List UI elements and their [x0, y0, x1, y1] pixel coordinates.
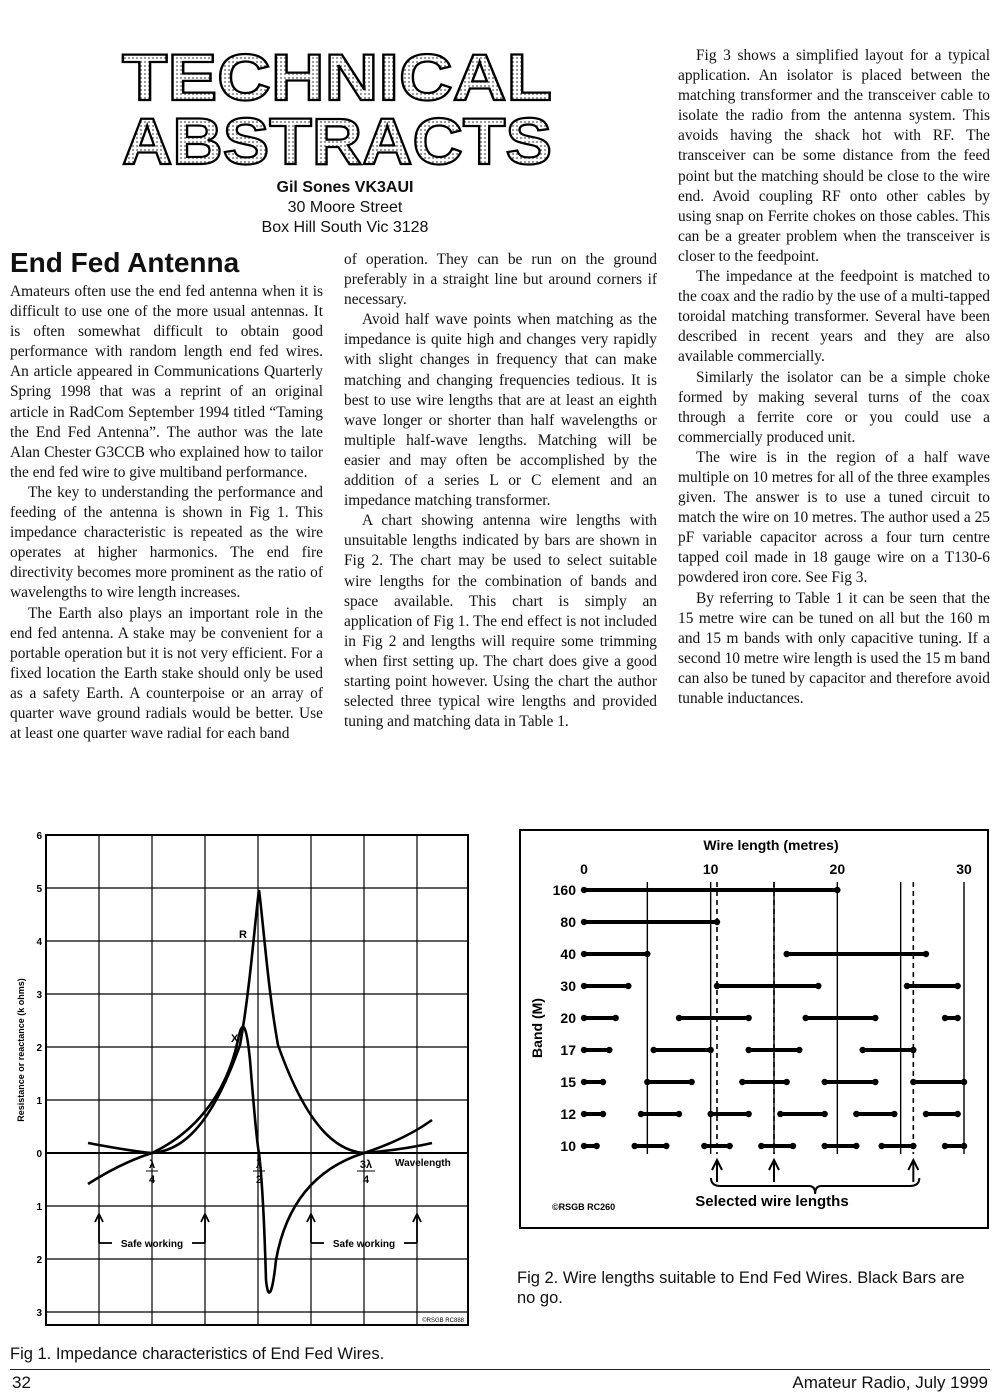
- y-tick: 3: [36, 990, 42, 1001]
- bar-end: [676, 1111, 682, 1117]
- x-tick-label: 0: [580, 861, 588, 877]
- bar-end: [631, 1143, 637, 1149]
- fig2-xlabel: Wire length (metres): [703, 837, 839, 853]
- publication-info: Amateur Radio, July 1999: [792, 1373, 988, 1392]
- bar-end: [581, 1143, 587, 1149]
- bar-end: [923, 951, 929, 957]
- bar-end: [688, 1079, 694, 1085]
- bar-end: [821, 1111, 827, 1117]
- half-wave-num: λ: [255, 1159, 263, 1171]
- bar-end: [954, 1015, 960, 1021]
- bar-end: [878, 1143, 884, 1149]
- x-tick-label: 30: [956, 861, 972, 877]
- bar-end: [581, 951, 587, 957]
- bar-end: [942, 1143, 948, 1149]
- paragraph: The Earth also plays an important role in the end fed antenna. A stake may be convenient for a portable operation but it is not very efficient. For a fixed location the Earth stake should only be used as a safety Earth. A counterpoise or an array of quarter wave ground radials would be better. Use at least one quarter wave radial for each band: [10, 604, 323, 743]
- figure-2: [518, 828, 990, 1230]
- bar-end: [745, 1015, 751, 1021]
- bar-end: [606, 1047, 612, 1053]
- paragraph: Similarly the isolator can be a simple choke formed by making several turns of the coax through a ferrite core or you could use a commercially produced unit.: [678, 368, 990, 446]
- bar-end: [612, 1015, 618, 1021]
- bar-end: [638, 1111, 644, 1117]
- bar-end: [758, 1143, 764, 1149]
- fig2-ylabel: Band (M): [529, 998, 545, 1058]
- bar-end: [676, 1015, 682, 1021]
- bar-end: [961, 1143, 967, 1149]
- figure-1-caption: Fig 1. Impedance characteristics of End Fed Wires.: [10, 1345, 385, 1363]
- impedance-chart: [10, 830, 480, 1335]
- y-tick: 1: [36, 1202, 42, 1213]
- article-column-1: [10, 282, 323, 744]
- figure-2-caption: Fig 2. Wire lengths suitable to End Fed Wires. Black Bars are no go.: [517, 1269, 965, 1307]
- page-number: 32: [12, 1373, 31, 1392]
- bar-end: [663, 1143, 669, 1149]
- bar-end: [600, 1111, 606, 1117]
- y-tick: 1: [36, 1096, 42, 1107]
- band-label: 80: [560, 914, 576, 930]
- bar-end: [581, 919, 587, 925]
- band-label: 20: [560, 1010, 576, 1026]
- bar-end: [650, 1047, 656, 1053]
- bar-end: [859, 1047, 865, 1053]
- bar-end: [954, 1111, 960, 1117]
- bar-end: [707, 1111, 713, 1117]
- article-column-3: [678, 46, 990, 709]
- bar-end: [581, 1079, 587, 1085]
- author-street: 30 Moore Street: [287, 199, 403, 216]
- bar-end: [853, 1111, 859, 1117]
- bar-end: [593, 1143, 599, 1149]
- bar-end: [644, 951, 650, 957]
- three-quarter-wave-den: 4: [362, 1174, 370, 1186]
- bar-end: [853, 1143, 859, 1149]
- bar-end: [910, 1079, 916, 1085]
- bar-end: [790, 1143, 796, 1149]
- bar-end: [821, 1143, 827, 1149]
- bar-end: [644, 1079, 650, 1085]
- y-tick: 6: [36, 831, 42, 842]
- bar-end: [600, 1079, 606, 1085]
- band-label: 10: [560, 1138, 576, 1154]
- bar-end: [701, 1143, 707, 1149]
- band-label: 17: [560, 1042, 576, 1058]
- article-column-2: [344, 250, 657, 732]
- band-label: 40: [560, 946, 576, 962]
- bar-end: [821, 1079, 827, 1085]
- y-tick: 4: [36, 937, 42, 948]
- bar-end: [581, 1047, 587, 1053]
- bar-end: [910, 1047, 916, 1053]
- bar-end: [802, 1015, 808, 1021]
- y-tick: 5: [36, 884, 42, 895]
- fig2-credit: ©RSGB RC260: [552, 1202, 616, 1212]
- x-curve-label: X: [231, 1033, 239, 1045]
- paragraph: The key to understanding the performance and feeding of the antenna is shown in Fig 1. This impedance characteristic is repeated as the wire operates at higher harmonics. The end fire directivity becomes more prominent as the ratio of wavelengths to wire length increases.: [10, 483, 323, 602]
- bar-end: [783, 951, 789, 957]
- paragraph: of operation. They can be run on the ground preferably in a straight line but around corners if necessary.: [344, 251, 657, 309]
- y-tick: 0: [36, 1149, 42, 1160]
- figure-1: [10, 830, 480, 1335]
- half-wave-den: 2: [255, 1174, 263, 1186]
- bar-end: [581, 1015, 587, 1021]
- bar-end: [923, 1111, 929, 1117]
- bar-end: [783, 1079, 789, 1085]
- footer-rule: [10, 1369, 990, 1370]
- bar-end: [796, 1047, 802, 1053]
- paragraph: The wire is in the region of a half wave multiple on 10 metres for all of the three examples given. The answer is to use a tuned circuit to match the wire on 10 metres. The author used a 25 pF variable capacitor across a four turn centre tapped coil made in 18 gauge wire on a T130-6 powdered iron core. See Fig 3.: [678, 448, 990, 587]
- bar-end: [739, 1079, 745, 1085]
- author-city: Box Hill South Vic 3128: [261, 219, 429, 236]
- bar-end: [714, 983, 720, 989]
- fig1-credit: ©RSGB RC888: [422, 1318, 464, 1324]
- bar-end: [625, 983, 631, 989]
- bar-end: [714, 919, 720, 925]
- paragraph: Fig 3 shows a simplified layout for a typical application. An isolator is placed between the matching transformer and the transceiver cable to isolate the radio from the antenna system. This avoids having the shack hot with RF. The transceiver can be some distance from the feed point but the matching should be close to the wire end. Avoid coupling RF onto other cables by using snap on Ferrite chokes on those cables. This can be a greater problem when the transceiver is closer to the feedpoint.: [678, 47, 990, 265]
- author-block: [200, 178, 490, 238]
- band-label: 30: [560, 978, 576, 994]
- x-tick-label: 20: [829, 861, 846, 877]
- article-title: End Fed Antenna: [10, 247, 240, 278]
- bar-end: [872, 1079, 878, 1085]
- paragraph: A chart showing antenna wire lengths with unsuitable lengths indicated by bars are shown in Fig 2. The chart may be used to select suitable wire lengths for the combination of bands and space available. This chart is simply an application of Fig 1. The end effect is not included in Fig 2 and lengths will require some trimming when first setting up. The chart does give a good starting point however. Using the chart the author selected three typical wire lengths and provided tuning and matching data in Table 1.: [344, 512, 657, 731]
- y-tick: 3: [36, 1308, 42, 1319]
- bar-end: [581, 983, 587, 989]
- safe-working-label-2: Safe working: [332, 1239, 396, 1250]
- band-label: 160: [552, 882, 576, 898]
- safe-working-label-1: Safe working: [120, 1239, 184, 1250]
- paragraph: Amateurs often use the end fed antenna when it is difficult to use one of the more usual antennas. It is often somewhat difficult to obtain good performance with random length end fed wires. An article appeared in Communications Quarterly Spring 1998 that was a reprint of an original article in RadCom September 1994 titled “Taming the End Fed Antenna”. The author was the late Alan Chester G3CCB who explained how to tailor the end fed wire to give multiband performance.: [10, 283, 323, 481]
- bar-end: [745, 1047, 751, 1053]
- bar-end: [961, 1079, 967, 1085]
- author-name: Gil Sones VK3AUI: [276, 179, 414, 196]
- three-quarter-wave-num: 3λ: [359, 1159, 373, 1171]
- fig1-ylabel: Resistance or reactance (k ohms): [16, 978, 26, 1122]
- band-label: 15: [560, 1074, 576, 1090]
- bar-end: [707, 1047, 713, 1053]
- masthead-logo: [115, 40, 560, 170]
- paragraph: The impedance at the feedpoint is matched to the coax and the radio by the use of a multi-tapped toroidal matching transformer. Several have been described in recent years and they are also available commercially.: [678, 268, 990, 366]
- bar-end: [872, 1015, 878, 1021]
- bar-end: [726, 1143, 732, 1149]
- masthead-line2: ABSTRACTS: [122, 104, 552, 170]
- wire-length-chart: [518, 828, 990, 1230]
- bar-end: [942, 1015, 948, 1021]
- quarter-wave-den: 4: [148, 1174, 156, 1186]
- paragraph: By referring to Table 1 it can be seen that the 15 metre wire can be tuned on all but the 160 m and 15 m bands with only capacitive tuning. If a second 10 metre wire length is used the 15 m band can also be tuned by capacitor and therefore avoid tunable inductances.: [678, 589, 991, 707]
- bar-end: [745, 1111, 751, 1117]
- bar-end: [954, 983, 960, 989]
- bar-end: [904, 983, 910, 989]
- masthead-line1: TECHNICAL: [122, 40, 552, 114]
- bar-end: [777, 1111, 783, 1117]
- bar-end: [834, 887, 840, 893]
- paragraph: Avoid half wave points when matching as the impedance is quite high and changes very rapidly with slight changes in frequency that can make matching and changing frequencies tedious. It is best to use wire lengths that are at least an eighth wave longer or shorter than half wavelengths or multiple half-wave lengths. Matching will be easier and may often be accomplished by the addition of a series L or C element and an impedance matching transformer.: [344, 311, 657, 510]
- quarter-wave-num: λ: [148, 1159, 156, 1171]
- bar-end: [910, 1143, 916, 1149]
- wavelength-label: Wavelength: [395, 1158, 451, 1169]
- bar-end: [581, 887, 587, 893]
- x-tick-label: 10: [702, 861, 719, 877]
- band-label: 12: [560, 1106, 576, 1122]
- bar-end: [891, 1111, 897, 1117]
- y-tick: 2: [36, 1043, 42, 1054]
- bar-end: [815, 983, 821, 989]
- bar-end: [581, 1111, 587, 1117]
- selected-wire-lengths-label: Selected wire lengths: [695, 1193, 849, 1210]
- r-curve-label: R: [239, 929, 247, 941]
- y-tick: 2: [36, 1255, 42, 1266]
